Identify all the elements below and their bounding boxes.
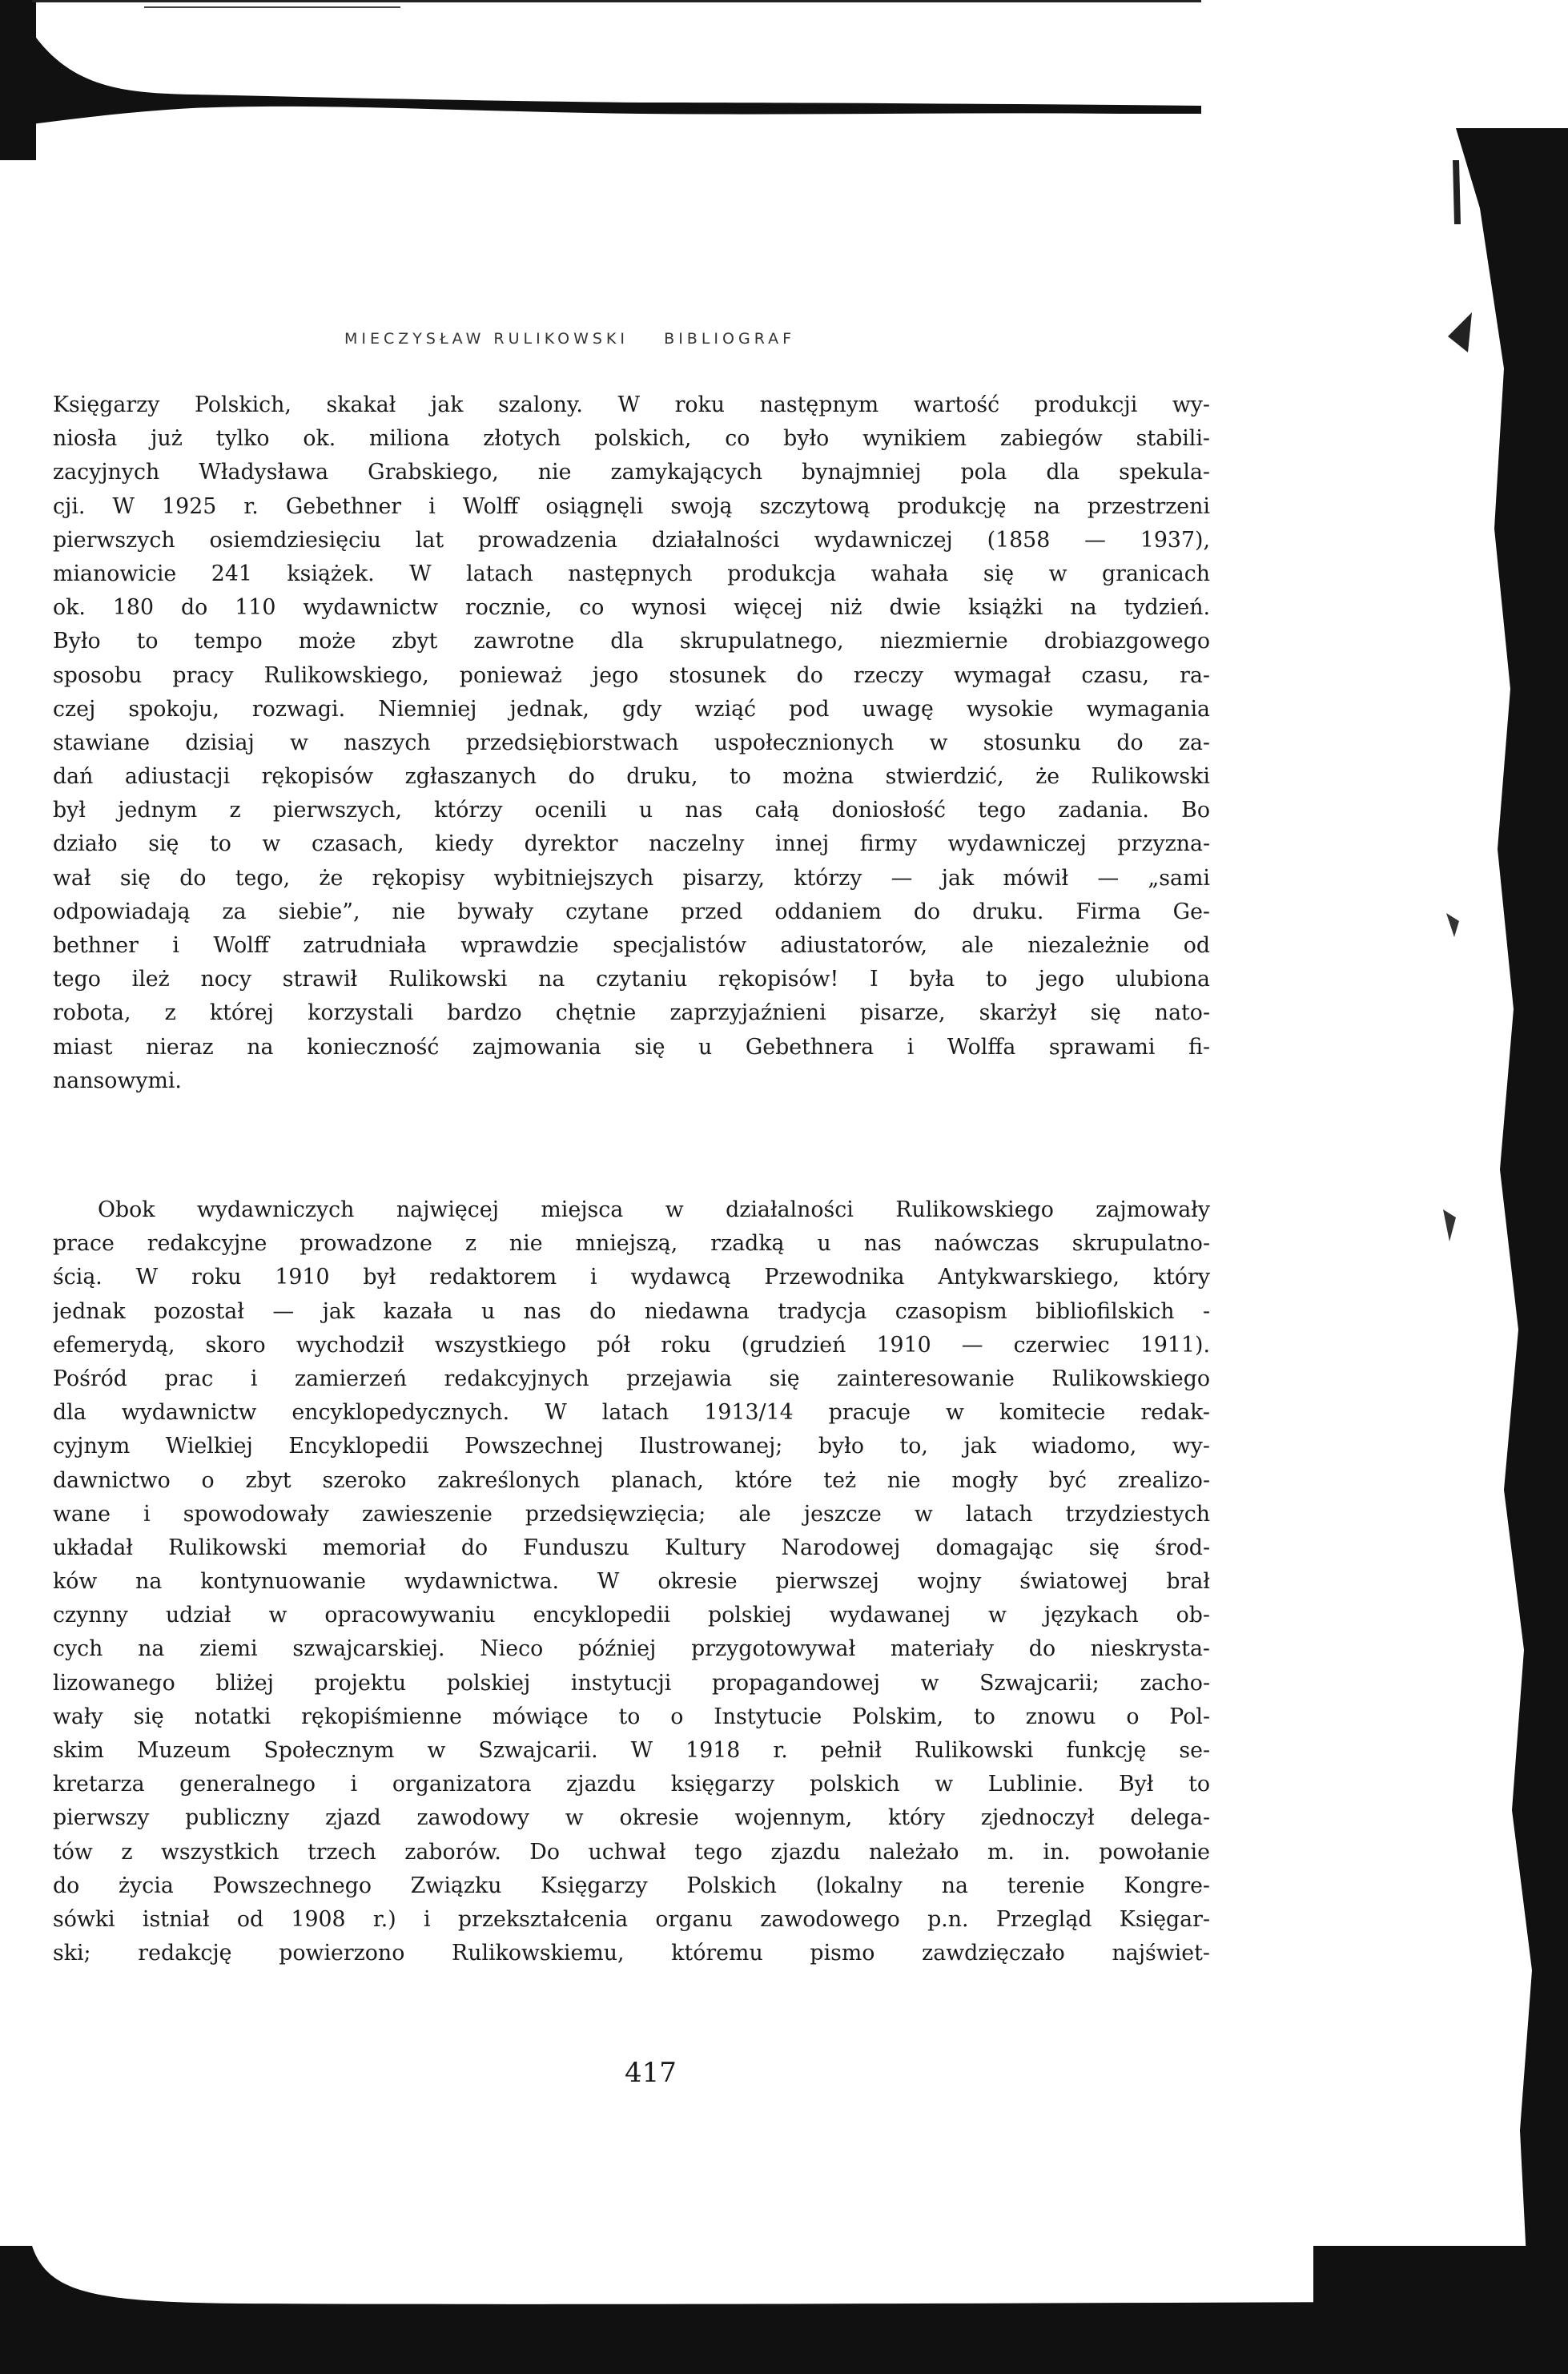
text-line: tego ileż nocy strawił Rulikowski na czytaniu rękopisów! I była to jego ulubiona [53,967,1210,992]
text-line: ków na kontynuowanie wydawnictwa. W okresie pierwszej wojny światowej brał [53,1569,1210,1595]
text-line: cyjnym Wielkiej Encyklopedii Powszechnej Ilustrowanej; było to, jak wiadomo, wy- [53,1434,1210,1459]
running-header: MIECZYSŁAW RULIKOWSKI BIBLIOGRAF [344,330,796,348]
text-line: wały się notatki rękopiśmienne mówiące to o Instytucie Polskim, to znowu o Pol- [53,1704,1210,1729]
text-line: ścią. W roku 1910 był redaktorem i wydawcą Przewodnika Antykwarskiego, który [53,1265,1210,1290]
text-line: sówki istniał od 1908 r.) i przekształcenia organu zawodowego p.n. Przegląd Księgar- [53,1906,1210,1932]
text-line: robota, z której korzystali bardzo chętnie zaprzyjaźnieni pisarze, skarżył się nato- [53,1000,1210,1026]
text-line: miast nieraz na konieczność zajmowania się u Gebethnera i Wolffa sprawami fi- [53,1034,1210,1060]
text-line: niosła już tylko ok. miliona złotych polskich, co było wynikiem zabiegów stabili- [53,426,1210,452]
text-line: pierwszy publiczny zjazd zawodowy w okresie wojennym, który zjednoczył delega- [53,1805,1210,1831]
text-line: Pośród prac i zamierzeń redakcyjnych przejawia się zainteresowanie Rulikowskiego [53,1366,1210,1391]
text-line: do życia Powszechnego Związku Księgarzy Polskich (lokalny na terenie Kongre- [53,1873,1210,1898]
text-line: wane i spowodowały zawieszenie przedsięwzięcia; ale jeszcze w latach trzydziestych [53,1501,1210,1527]
text-line: dawnictwo o zbyt szeroko zakreślonych planach, które też nie mogły być zrealizo- [53,1467,1210,1493]
text-line: tów z wszystkich trzech zaborów. Do uchwał tego zjazdu należało m. in. powołanie [53,1839,1210,1865]
scan-edge-bottom [0,2246,1568,2374]
text-line: cji. W 1925 r. Gebethner i Wolff osiągnęli swoją szczytową produkcję na przestrzeni [53,493,1210,519]
paragraph-1 [53,388,1210,1098]
text-line: Obok wydawniczych najwięcej miejsca w działalności Rulikowskiego zajmowały [98,1197,1210,1222]
text-line: ok. 180 do 110 wydawnictw rocznie, co wynosi więcej niż dwie książki na tydzień. [53,595,1210,621]
text-line: odpowiadają za siebie”, nie bywały czytane przed oddaniem do druku. Firma Ge- [53,899,1210,924]
text-line: bethner i Wolff zatrudniała wprawdzie specjalistów adiustatorów, ale niezależnie od [53,933,1210,958]
scan-edge-right [1424,128,1568,2291]
text-line: działo się to w czasach, kiedy dyrektor naczelny innej firmy wydawniczej przyzna- [53,831,1210,857]
text-line: mianowicie 241 książek. W latach następnych produkcja wahała się w granicach [53,561,1210,586]
text-line: jednak pozostał — jak kazała u nas do niedawna tradycja czasopism bibliofilskich - [53,1298,1210,1324]
text-line: Księgarzy Polskich, skakał jak szalony. W roku następnym wartość produkcji wy- [53,392,1210,417]
text-line: był jednym z pierwszych, którzy ocenili u nas całą doniosłość tego zadania. Bo [53,798,1210,823]
text-line: pierwszych osiemdziesięciu lat prowadzenia działalności wydawniczej (1858 — 1937), [53,527,1210,553]
page-number: 417 [625,2057,677,2089]
text-line: prace redakcyjne prowadzone z nie mniejszą, rzadką u nas naówczas skrupulatno- [53,1231,1210,1257]
text-line: dań adiustacji rękopisów zgłaszanych do druku, to można stwierdzić, że Rulikowski [53,764,1210,790]
text-line: dla wydawnictw encyklopedycznych. W latach 1913/14 pracuje w komitecie redak- [53,1400,1210,1426]
text-line: zacyjnych Władysława Grabskiego, nie zamykających bynajmniej pola dla spekula- [53,460,1210,485]
text-line: sposobu pracy Rulikowskiego, ponieważ jego stosunek do rzeczy wymagał czasu, ra- [53,662,1210,688]
text-line: cych na ziemi szwajcarskiej. Nieco później przygotowywał materiały do nieskrysta- [53,1636,1210,1662]
text-line: kretarza generalnego i organizatora zjazdu księgarzy polskich w Lublinie. Był to [53,1772,1210,1797]
text-line: wał się do tego, że rękopisy wybitniejszych pisarzy, którzy — jak mówił — „sami [53,865,1210,891]
text-line: czej spokoju, rozwagi. Niemniej jednak, gdy wziąć pod uwagę wysokie wymagania [53,696,1210,722]
text-line: układał Rulikowski memoriał do Funduszu Kultury Narodowej domagając się środ- [53,1535,1210,1560]
text-line: czynny udział w opracowywaniu encyklopedii polskiej wydawanej w językach ob- [53,1603,1210,1628]
text-line: nansowymi. [53,1068,182,1093]
scan-edge-top [0,0,1568,160]
text-line: ski; redakcję powierzono Rulikowskiemu, któremu pismo zawdzięczało najświet- [53,1941,1210,1966]
text-line: lizowanego bliżej projektu polskiej instytucji propagandowej w Szwajcarii; zacho- [53,1670,1210,1696]
paragraph-2 [53,1193,1210,1970]
text-line: stawiane dzisiaj w naszych przedsiębiorstwach uspołecznionych w stosunku do za- [53,730,1210,755]
text-line: Było to tempo może zbyt zawrotne dla skrupulatnego, niezmiernie drobiazgowego [53,629,1210,654]
text-line: efemerydą, skoro wychodził wszystkiego pół roku (grudzień 1910 — czerwiec 1911). [53,1332,1210,1358]
text-line: skim Muzeum Społecznym w Szwajcarii. W 1918 r. pełnił Rulikowski funkcję se- [53,1738,1210,1763]
